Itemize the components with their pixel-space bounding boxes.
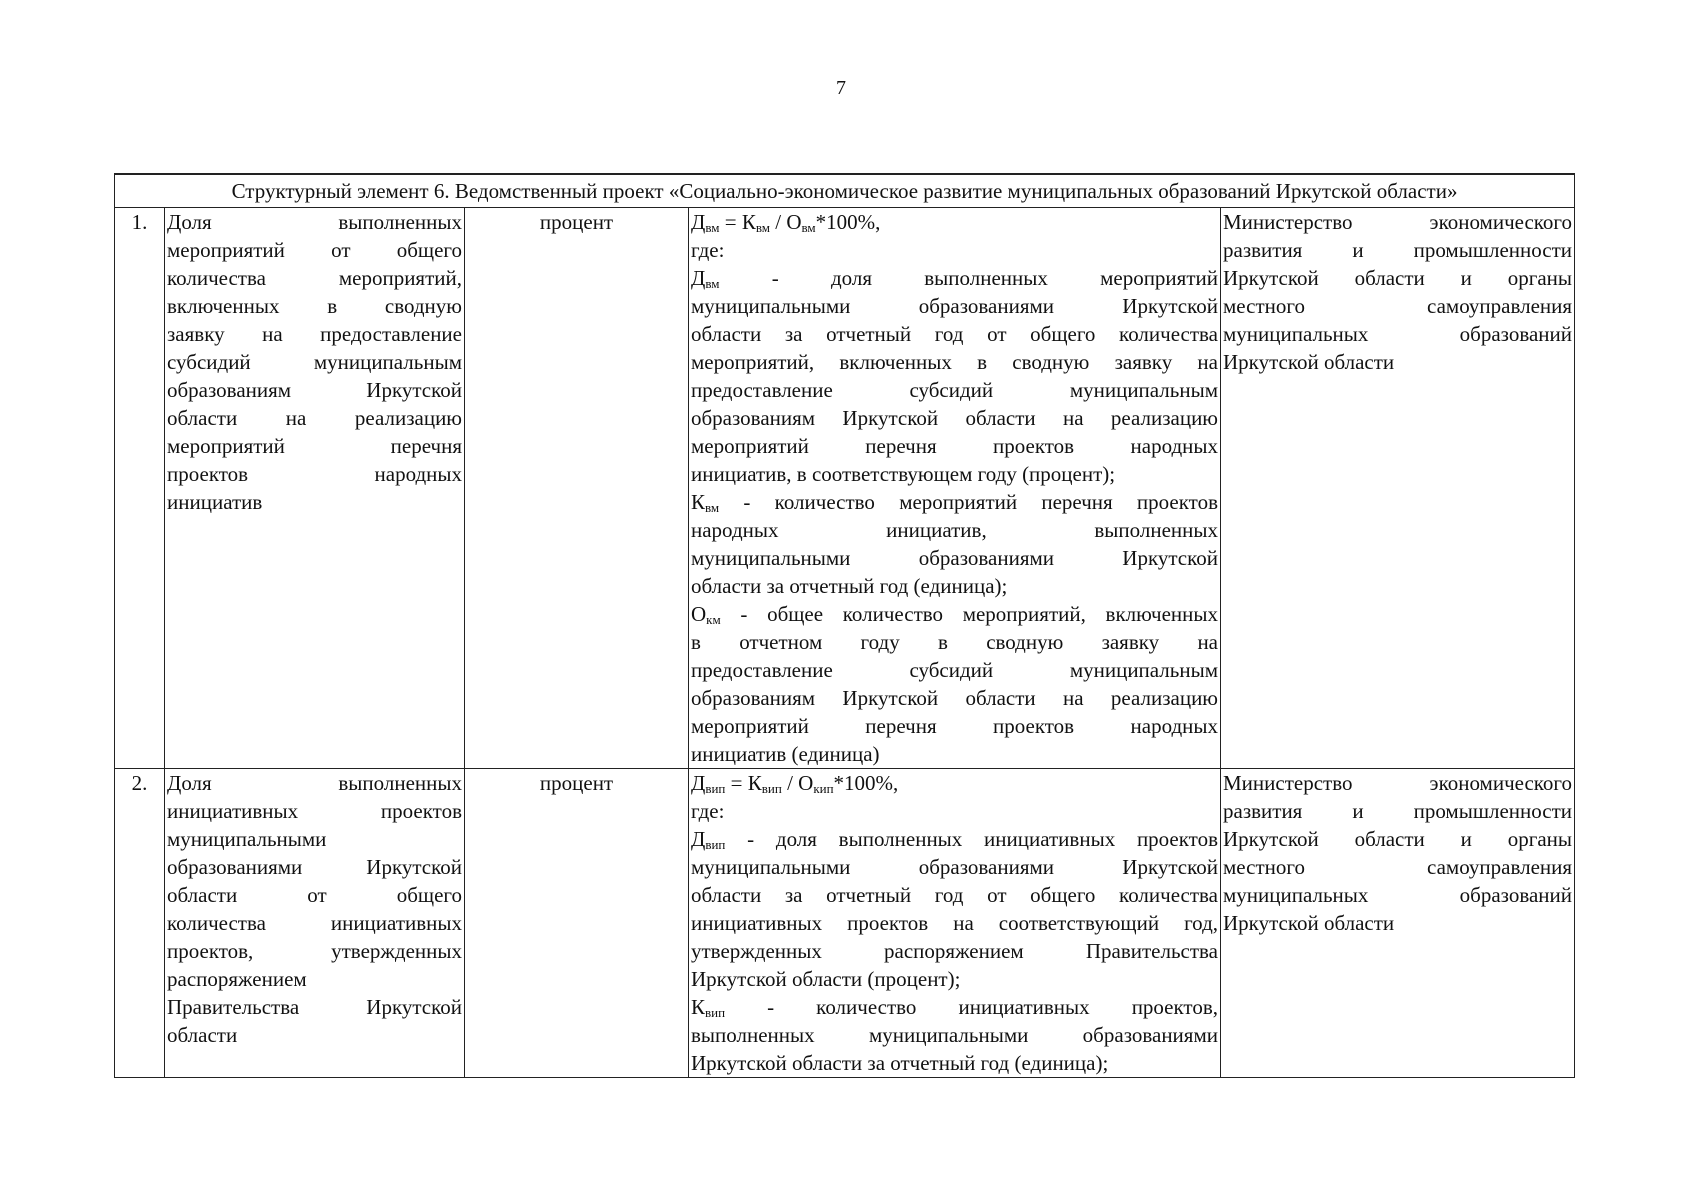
formula-b-sub: вип xyxy=(761,781,782,796)
indicator-name-line: проектов народных xyxy=(167,462,462,486)
definition-line xyxy=(691,460,1218,488)
responsible-line: муниципальных образований xyxy=(1223,322,1573,346)
indicator-name-line: муниципальными xyxy=(167,827,327,851)
definition-text: инициатив, в соответствующем году (процент); xyxy=(691,462,1116,486)
indicator-name-line: образованиями Иркутской xyxy=(167,855,462,879)
indicator-name-line: включенных в сводную xyxy=(167,294,462,318)
definition-line xyxy=(691,600,1218,628)
definition-text: - доля выполненных инициативных проектов xyxy=(725,827,1218,851)
definition-text: - общее количество мероприятий, включенных xyxy=(720,602,1218,626)
responsible-line: Иркутской области и органы xyxy=(1223,827,1573,851)
definition-text: предоставление субсидий муниципальным xyxy=(691,658,1218,682)
indicator-name-line: образованиям Иркутской xyxy=(167,378,462,402)
responsible-line: Министерство экономического xyxy=(1223,771,1573,795)
row-number: 1. xyxy=(115,208,165,769)
definition-line xyxy=(691,909,1218,937)
definition-text: области за отчетный год от общего количества xyxy=(691,322,1218,346)
indicator-name-line: мероприятий перечня xyxy=(167,434,462,458)
unit-of-measure: процент xyxy=(465,769,689,1078)
indicator-name-line: Правительства Иркутской xyxy=(167,995,462,1019)
indicator-name-line: распоряжением xyxy=(167,967,307,991)
section-title: Структурный элемент 6. Ведомственный проект «Социально-экономическое развитие муниципальных образований Иркутской области» xyxy=(115,174,1575,208)
formula-a: Д xyxy=(691,210,706,234)
indicator-name-line: инициативных проектов xyxy=(167,799,462,823)
definition-text: муниципальными образованиями Иркутской xyxy=(691,294,1218,318)
definition-line xyxy=(691,881,1218,909)
definition-symbol-sub: вм xyxy=(705,276,720,291)
definition-line xyxy=(691,993,1218,1021)
formula-eq: = К xyxy=(719,210,756,234)
formula-tail: *100%, xyxy=(815,210,881,234)
page-number: 7 xyxy=(836,77,846,99)
indicator-name-line: области на реализацию xyxy=(167,406,462,430)
definition-text: образованиям Иркутской области на реализацию xyxy=(691,686,1218,710)
definition-line xyxy=(691,488,1218,516)
definition-line xyxy=(691,572,1218,600)
row-number: 2. xyxy=(115,769,165,1078)
definition-line xyxy=(691,516,1218,544)
definition-line xyxy=(691,740,1218,768)
calculation-method xyxy=(689,769,1221,1078)
definition-text: муниципальными образованиями Иркутской xyxy=(691,546,1218,570)
formula-a-sub: вип xyxy=(705,781,726,796)
definition-text: Иркутской области (процент); xyxy=(691,967,961,991)
section-header-row xyxy=(115,174,1575,208)
responsible-line: местного самоуправления xyxy=(1223,294,1573,318)
definition-text: выполненных муниципальными образованиями xyxy=(691,1023,1218,1047)
definition-symbol: О xyxy=(691,602,707,626)
definition-line xyxy=(691,1049,1218,1077)
definition-line xyxy=(691,1021,1218,1049)
definition-text: мероприятий перечня проектов народных xyxy=(691,714,1218,738)
responsible-line: Министерство экономического xyxy=(1223,210,1573,234)
definition-text: - количество мероприятий перечня проектов xyxy=(719,490,1218,514)
formula-div: / О xyxy=(770,210,802,234)
definition-line xyxy=(691,320,1218,348)
indicator-name-line: Доля выполненных xyxy=(167,210,462,234)
definition-line xyxy=(691,684,1218,712)
calculation-method xyxy=(689,208,1221,769)
definition-line xyxy=(691,853,1218,881)
definition-line xyxy=(691,937,1218,965)
responsible-line: Иркутской области и органы xyxy=(1223,266,1573,290)
responsible-body xyxy=(1221,208,1575,769)
formula xyxy=(691,208,1218,236)
definition-text: муниципальными образованиями Иркутской xyxy=(691,855,1218,879)
indicator-name-line: проектов, утвержденных xyxy=(167,939,462,963)
definition-text: - доля выполненных мероприятий xyxy=(719,266,1218,290)
definition-symbol-sub: вип xyxy=(705,837,726,852)
formula-div: / О xyxy=(781,771,814,795)
indicator-name-line: субсидий муниципальным xyxy=(167,350,462,374)
definition-symbol: К xyxy=(691,490,706,514)
definition-line xyxy=(691,376,1218,404)
indicator-row xyxy=(115,769,1575,1078)
definition-line xyxy=(691,965,1218,993)
definition-text: народных инициатив, выполненных xyxy=(691,518,1218,542)
definition-line xyxy=(691,432,1218,460)
indicators-table xyxy=(114,173,1575,1078)
formula-where: где: xyxy=(691,238,725,262)
definition-line xyxy=(691,404,1218,432)
definition-text: мероприятий, включенных в сводную заявку на xyxy=(691,350,1218,374)
definition-text: утвержденных распоряжением Правительства xyxy=(691,939,1218,963)
definition-line xyxy=(691,825,1218,853)
definition-text: области за отчетный год от общего количества xyxy=(691,883,1218,907)
indicator-name-line: количества инициативных xyxy=(167,911,462,935)
formula-c-sub: вм xyxy=(801,220,816,235)
definition-text: инициативных проектов на соответствующий год, xyxy=(691,911,1218,935)
unit-of-measure: процент xyxy=(465,208,689,769)
responsible-line: Иркутской области xyxy=(1223,911,1395,935)
indicator-name-line: мероприятий от общего xyxy=(167,238,462,262)
indicator-name xyxy=(165,769,465,1078)
indicator-name-line: области xyxy=(167,1023,238,1047)
definition-text: области за отчетный год (единица); xyxy=(691,574,1008,598)
formula xyxy=(691,769,1218,797)
definition-symbol: Д xyxy=(691,266,706,290)
indicator-name-line: области от общего xyxy=(167,883,462,907)
definition-text: образованиям Иркутской области на реализацию xyxy=(691,406,1218,430)
definition-line xyxy=(691,292,1218,320)
formula-b-sub: вм xyxy=(755,220,770,235)
indicator-row xyxy=(115,208,1575,769)
definition-symbol: К xyxy=(691,995,706,1019)
responsible-line: местного самоуправления xyxy=(1223,855,1573,879)
definition-line xyxy=(691,656,1218,684)
definition-symbol-sub: вм xyxy=(705,500,720,515)
indicator-name-line: количества мероприятий, xyxy=(167,266,462,290)
definition-text: Иркутской области за отчетный год (единица); xyxy=(691,1051,1109,1075)
definition-symbol-sub: вип xyxy=(705,1005,726,1020)
indicator-name-line: Доля выполненных xyxy=(167,771,462,795)
formula-where: где: xyxy=(691,799,725,823)
responsible-line: развития и промышленности xyxy=(1223,799,1573,823)
definition-text: - количество инициативных проектов, xyxy=(725,995,1218,1019)
formula-c-sub: кип xyxy=(813,781,834,796)
responsible-line: муниципальных образований xyxy=(1223,883,1573,907)
definition-line xyxy=(691,544,1218,572)
responsible-body xyxy=(1221,769,1575,1078)
definition-symbol: Д xyxy=(691,827,706,851)
definition-text: мероприятий перечня проектов народных xyxy=(691,434,1218,458)
formula-a: Д xyxy=(691,771,706,795)
definition-line xyxy=(691,712,1218,740)
indicator-name-line: заявку на предоставление xyxy=(167,322,462,346)
definition-line xyxy=(691,348,1218,376)
responsible-line: Иркутской области xyxy=(1223,350,1395,374)
indicator-name-line: инициатив xyxy=(167,490,263,514)
definition-text: инициатив (единица) xyxy=(691,742,880,766)
definition-text: предоставление субсидий муниципальным xyxy=(691,378,1218,402)
formula-tail: *100%, xyxy=(833,771,899,795)
definition-symbol-sub: км xyxy=(706,612,721,627)
definition-line xyxy=(691,628,1218,656)
indicator-name xyxy=(165,208,465,769)
responsible-line: развития и промышленности xyxy=(1223,238,1573,262)
formula-a-sub: вм xyxy=(705,220,720,235)
definition-line xyxy=(691,264,1218,292)
definition-text: в отчетном году в сводную заявку на xyxy=(691,630,1218,654)
formula-eq: = К xyxy=(725,771,762,795)
